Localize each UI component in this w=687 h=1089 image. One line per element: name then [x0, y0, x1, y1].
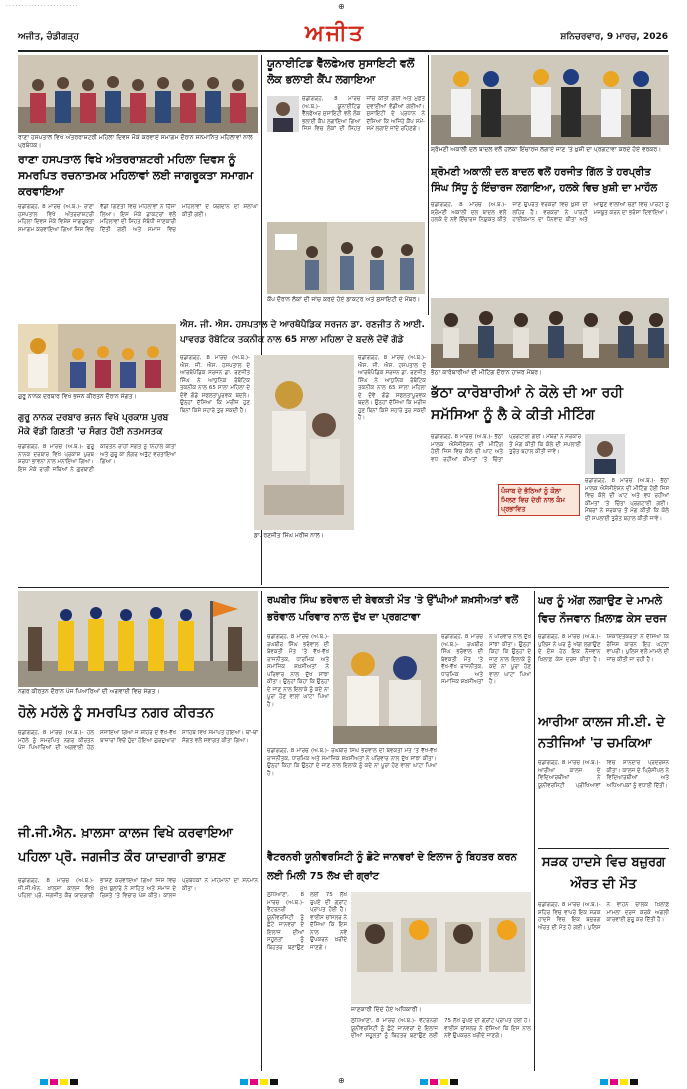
- bhatha-pullquote: ਪੰਜਾਬ ਦੇ ਭੱਠਿਆਂ ਨੂੰ ਕੋਲਾ ਮਿਲਣ ਵਿਚ ਦੇਰੀ ਨਾਲ ਕੰਮ ਪ੍ਰਭਾਵਿਤ: [501, 487, 565, 513]
- akali-caption: ਸ਼੍ਰੋਮਣੀ ਅਕਾਲੀ ਦਲ ਬਾਦਲ ਵਲੋਂ ਹਲਕਾ ਇੰਚਾਰਜ ਲਗਾਏ ਜਾਣ 'ਤੇ ਖ਼ੁਸ਼ੀ ਦਾ ਪ੍ਰਗਟਾਵਾ ਕਰਦੇ ਹੋਏ ਵਰਕਰ।: [431, 146, 662, 153]
- nagar-headline: ਹੋਲੇ ਮਹੱਲੇ ਨੂੰ ਸਮਰਪਿਤ ਨਗਰ ਕੀਰਤਨ: [18, 705, 214, 721]
- bhatha-pullquote-box: [498, 484, 580, 516]
- vet-headline: ਵੈਟਰਨਰੀ ਯੂਨੀਵਰਸਿਟੀ ਨੂੰ ਛੋਟੇ ਜਾਨਵਰਾਂ ਦੇ ਇਲਾਜ ਨੂੰ ਬਿਹਤਰ ਕਰਨ ਲਈ ਮਿਲੀ 75 ਲੱਖ ਦੀ ਗ੍ਰਾਂਟ: [267, 852, 517, 882]
- akali-body: ਚੰਡੀਗੜ੍ਹ, 8 ਮਾਰਚ (ਅ.ਬ.)- ਸ਼੍ਰੋਮਣੀ ਅਕਾਲੀ ਦਲ ਬਾਦਲ ਵਲੋਂ ਹਲਕੇ ਦੇ ਨਵੇਂ ਇੰਚਾਰਜ ਨਿਯੁਕਤ ਕੀਤੇ ਜਾਣ ਉਪਰੰਤ ਵਰਕਰਾਂ ਵਿਚ ਖ਼ੁਸ਼ੀ ਦੀ ਲਹਿਰ ਹੈ। ਵਰਕਰਾਂ ਨੇ ਪਾਰਟੀ ਹਾਈਕਮਾਨ ਦਾ ਧੰਨਵਾਦ ਕੀਤਾ ਅਤੇ ਆਉਣ ਵਾਲੀਆਂ ਚੋਣਾਂ ਵਿਚ ਪਾਰਟੀ ਨੂੰ ਮਜ਼ਬੂਤ ਕਰਨ ਦਾ ਭਰੋਸਾ ਦਿਵਾਇਆ।: [431, 202, 669, 223]
- registration-mark-icon: ⊕: [338, 1076, 345, 1085]
- united-body: ਚੰਡੀਗੜ੍ਹ, 8 ਮਾਰਚ (ਅ.ਬ.)- ਯੂਨਾਈਟਿਡ ਵੈੱਲਫੇਅਰ ਸੁਸਾਇਟੀ ਵਲੋਂ ਲੋਕ ਭਲਾਈ ਕੈਂਪ ਲਗਾਇਆ ਗਿਆ ਜਿਸ ਵਿਚ ਲੋਕਾਂ ਦੀ ਸਿਹਤ ਜਾਂਚ ਕੀਤੀ ਗਈ ਅਤੇ ਮੁਫ਼ਤ ਦਵਾਈਆਂ ਵੰਡੀਆਂ ਗਈਆਂ। ਸੁਸਾਇਟੀ ਦੇ ਪ੍ਰਧਾਨ ਨੇ ਦੱਸਿਆ ਕਿ ਅਜਿਹੇ ਕੈਂਪ ਸਮੇਂ-ਸਮੇਂ ਲਗਾਏ ਜਾਂਦੇ ਰਹਿਣਗੇ।: [302, 96, 425, 132]
- gurunanak-body: ਚੰਡੀਗੜ੍ਹ, 8 ਮਾਰਚ (ਅ.ਬ.)- ਗੁਰੂ ਨਾਨਕ ਦਰਬਾਰ ਵਿਖੇ ਪ੍ਰਕਾਸ਼ ਪੁਰਬ ਸ਼ਰਧਾ ਭਾਵਨਾ ਨਾਲ ਮਨਾਇਆ ਗਿਆ। ਇਸ ਮੌਕੇ ਰਾਗੀ ਜਥਿਆਂ ਨੇ ਗੁਰਬਾਣੀ ਕੀਰਤਨ ਰਾਹੀਂ ਸੰਗਤ ਨੂੰ ਨਿਹਾਲ ਕੀਤਾ ਅਤੇ ਗੁਰੂ ਕਾ ਲੰਗਰ ਅਤੁੱਟ ਵਰਤਾਇਆ ਗਿਆ।: [18, 444, 176, 473]
- united-headline: ਯੂਨਾਈਟਿਡ ਵੈੱਲਫੇਅਰ ਸੁਸਾਇਟੀ ਵਲੋਂ ਲੋਕ ਭਲਾਈ ਕੈਂਪ ਲਗਾਇਆ: [267, 57, 415, 86]
- khalsa-body: ਚੰਡੀਗੜ੍ਹ, 8 ਮਾਰਚ (ਅ.ਬ.)- ਜੀ.ਜੀ.ਐਨ. ਖ਼ਾਲਸਾ ਕਾਲਜ ਵਿਖੇ ਪਹਿਲਾ ਪ੍ਰੋ. ਜਗਜੀਤ ਕੌਰ ਯਾਦਗਾਰੀ ਭਾਸ਼ਣ ਕਰਵਾਇਆ ਗਿਆ ਜਿਸ ਵਿਚ ਮੁੱਖ ਬੁਲਾਰੇ ਨੇ ਸਾਹਿਤ ਅਤੇ ਸਮਾਜ ਦੇ ਰਿਸ਼ਤੇ 'ਤੇ ਵਿਚਾਰ ਪੇਸ਼ ਕੀਤੇ। ਕਾਲਜ ਪ੍ਰਬੰਧਕਾਂ ਨੇ ਮਹਿਮਾਨਾਂ ਦਾ ਸਨਮਾਨ ਕੀਤਾ।: [18, 878, 258, 899]
- raghbir-body-left: ਚੰਡੀਗੜ੍ਹ, 8 ਮਾਰਚ (ਅ.ਬ.)- ਰਘਬੀਰ ਸਿੰਘ ਭਰੋਵਾਲ ਦੀ ਬੇਵਕਤੀ ਮੌਤ 'ਤੇ ਵੱਖ-ਵੱਖ ਰਾਜਨੀਤਕ, ਧਾਰਮਿਕ ਅਤੇ ਸਮਾਜਿਕ ਸ਼ਖ਼ਸੀਅਤਾਂ ਨੇ ਪਰਿਵਾਰ ਨਾਲ ਦੁੱਖ ਸਾਂਝਾ ਕੀਤਾ। ਉਨ੍ਹਾਂ ਕਿਹਾ ਕਿ ਉਨ੍ਹਾਂ ਦੇ ਜਾਣ ਨਾਲ ਇਲਾਕੇ ਨੂੰ ਕਦੇ ਨਾ ਪੂਰਾ ਹੋਣ ਵਾਲਾ ਘਾਟਾ ਪਿਆ ਹੈ।: [267, 634, 329, 708]
- newspaper-title: ਅਜੀਤ: [305, 20, 365, 46]
- knee-caption: ਡਾ. ਰਣਜੀਤ ਸਿੰਘ ਮਰੀਜ਼ ਨਾਲ।: [254, 532, 324, 539]
- accident-body: ਚੰਡੀਗੜ੍ਹ, 8 ਮਾਰਚ (ਅ.ਬ.)- ਸ਼ਹਿਰ ਵਿਚ ਵਾਪਰੇ ਇਕ ਸੜਕ ਹਾਦਸੇ ਵਿਚ ਇਕ ਬਜ਼ੁਰਗ ਔਰਤ ਦੀ ਮੌਤ ਹੋ ਗਈ। ਪੁਲਿਸ ਨੇ ਵਾਹਨ ਚਾਲਕ ਖ਼ਿਲਾਫ਼ ਮਾਮਲਾ ਦਰਜ ਕਰਕੇ ਅਗਲੀ ਕਾਰਵਾਈ ਸ਼ੁਰੂ ਕਰ ਦਿੱਤੀ ਹੈ।: [538, 902, 669, 931]
- bhatha-photo: [431, 298, 669, 368]
- print-info-strip: · · · · · · · · · · · · · · · · · · · · · · ·: [6, 3, 78, 9]
- vet-photo: [351, 892, 531, 1004]
- vet-body-left: ਲੁਧਿਆਣਾ, 8 ਮਾਰਚ (ਅ.ਬ.)- ਵੈਟਰਨਰੀ ਯੂਨੀਵਰਸਿਟੀ ਨੂੰ ਛੋਟੇ ਜਾਨਵਰਾਂ ਦੇ ਇਲਾਜ ਦੀਆਂ ਸਹੂਲਤਾਂ ਨੂੰ ਬਿਹਤਰ ਬਣਾਉਣ ਲਈ 75 ਲੱਖ ਰੁਪਏ ਦੀ ਗ੍ਰਾਂਟ ਪ੍ਰਾਪਤ ਹੋਈ ਹੈ। ਵਾਈਸ ਚਾਂਸਲਰ ਨੇ ਦੱਸਿਆ ਕਿ ਇਸ ਨਾਲ ਨਵੇਂ ਉਪਕਰਨ ਖ਼ਰੀਦੇ ਜਾਣਗੇ।: [267, 892, 347, 951]
- raghbir-photo: [333, 634, 437, 744]
- column-divider: [261, 591, 262, 1071]
- gurunanak-headline: ਗੁਰੂ ਨਾਨਕ ਦਰਬਾਰ ਭਜਨ ਵਿਖੇ ਪ੍ਰਕਾਸ਼ ਪੁਰਬ ਮੌਕੇ ਵੱਡੀ ਗਿਣਤੀ 'ਚ ਸੰਗਤ ਹੋਈ ਨਤਮਸਤਕ: [18, 413, 169, 437]
- column-divider: [534, 591, 535, 1071]
- rana-body: ਚੰਡੀਗੜ੍ਹ, 8 ਮਾਰਚ (ਅ.ਬ.)- ਰਾਣਾ ਹਸਪਤਾਲ ਵਿਖੇ ਅੰਤਰਰਾਸ਼ਟਰੀ ਮਹਿਲਾ ਦਿਵਸ ਮੌਕੇ ਵਿਸ਼ੇਸ਼ ਜਾਗਰੂਕਤਾ ਸਮਾਗਮ ਕਰਵਾਇਆ ਗਿਆ ਜਿਸ ਵਿਚ ਵੱਡੀ ਗਿਣਤੀ ਵਿਚ ਮਹਿਲਾਵਾਂ ਨੇ ਹਿੱਸਾ ਲਿਆ। ਇਸ ਮੌਕੇ ਡਾਕਟਰਾਂ ਵਲੋਂ ਮਹਿਲਾਵਾਂ ਦੀ ਸਿਹਤ ਸੰਬੰਧੀ ਜਾਣਕਾਰੀ ਦਿੱਤੀ ਗਈ ਅਤੇ ਸਮਾਜ ਵਿਚ ਮਹਿਲਾਵਾਂ ਦੇ ਯੋਗਦਾਨ ਦੀ ਸ਼ਲਾਘਾ ਕੀਤੀ ਗਈ।: [18, 204, 258, 233]
- registration-mark-icon: ⊕: [338, 2, 345, 11]
- bhatha-caption: ਭੱਠਾ ਕਾਰੋਬਾਰੀਆਂ ਦੀ ਮੀਟਿੰਗ ਦੌਰਾਨ ਹਾਜ਼ਰ ਮੈਂਬਰ।: [431, 369, 542, 376]
- vet-body-right: ਲੁਧਿਆਣਾ, 8 ਮਾਰਚ (ਅ.ਬ.)- ਵੈਟਰਨਰੀ ਯੂਨੀਵਰਸਿਟੀ ਨੂੰ ਛੋਟੇ ਜਾਨਵਰਾਂ ਦੇ ਇਲਾਜ ਦੀਆਂ ਸਹੂਲਤਾਂ ਨੂੰ ਬਿਹਤਰ ਬਣਾਉਣ ਲਈ 75 ਲੱਖ ਰੁਪਏ ਦੀ ਗ੍ਰਾਂਟ ਪ੍ਰਾਪਤ ਹੋਈ ਹੈ। ਵਾਈਸ ਚਾਂਸਲਰ ਨੇ ਦੱਸਿਆ ਕਿ ਇਸ ਨਾਲ ਨਵੇਂ ਉਪਕਰਨ ਖ਼ਰੀਦੇ ਜਾਣਗੇ।: [351, 1018, 531, 1039]
- bhatha-body: ਚੰਡੀਗੜ੍ਹ, 8 ਮਾਰਚ (ਅ.ਬ.)- ਭੱਠਾ ਮਾਲਕ ਐਸੋਸੀਏਸ਼ਨ ਦੀ ਮੀਟਿੰਗ ਹੋਈ ਜਿਸ ਵਿਚ ਕੋਲੇ ਦੀ ਘਾਟ ਅਤੇ ਵਧ ਰਹੀਆਂ ਕੀਮਤਾਂ 'ਤੇ ਚਿੰਤਾ ਪ੍ਰਗਟਾਈ ਗਈ। ਮੈਂਬਰਾਂ ਨੇ ਸਰਕਾਰ ਤੋਂ ਮੰਗ ਕੀਤੀ ਕਿ ਕੋਲੇ ਦੀ ਸਪਲਾਈ ਤੁਰੰਤ ਬਹਾਲ ਕੀਤੀ ਜਾਵੇ।: [431, 434, 581, 463]
- gurunanak-photo: [18, 324, 176, 392]
- raghbir-headline: ਰਘਬੀਰ ਸਿੰਘ ਭਰੋਵਾਲ ਦੀ ਬੇਵਕਤੀ ਮੌਤ 'ਤੇ ਉੱਘੀਆਂ ਸ਼ਖ਼ਸੀਅਤਾਂ ਵਲੋਂ ਭਰੋਵਾਲ ਪਰਿਵਾਰ ਨਾਲ ਦੁੱਖ ਦਾ ਪ੍ਰਗਟਾਵਾ: [267, 595, 519, 623]
- akali-headline: ਸ਼੍ਰੋਮਣੀ ਅਕਾਲੀ ਦਲ ਬਾਦਲ ਵਲੋਂ ਹਰਜੀਤ ਗਿੱਲ ਤੇ ਹਰਪ੍ਰੀਤ ਸਿੰਘ ਸਿੱਧੂ ਨੂੰ ਇੰਚਾਰਜ ਲਗਾਇਆ, ਹਲਕੇ ਵਿਚ ਖ਼ੁਸ਼ੀ ਦਾ ਮਾਹੌਲ: [431, 167, 658, 194]
- united-photo: [267, 222, 425, 294]
- nagar-body: ਚੰਡੀਗੜ੍ਹ, 8 ਮਾਰਚ (ਅ.ਬ.)- ਹੋਲੇ ਮਹੱਲੇ ਨੂੰ ਸਮਰਪਿਤ ਨਗਰ ਕੀਰਤਨ ਪੰਜ ਪਿਆਰਿਆਂ ਦੀ ਅਗਵਾਈ ਹੇਠ ਸਜਾਇਆ ਗਿਆ ਜੋ ਸ਼ਹਿਰ ਦੇ ਵੱਖ-ਵੱਖ ਬਾਜ਼ਾਰਾਂ ਵਿਚੋਂ ਹੁੰਦਾ ਹੋਇਆ ਗੁਰਦੁਆਰਾ ਸਾਹਿਬ ਵਿਖੇ ਸਮਾਪਤ ਹੋਇਆ। ਥਾਂ-ਥਾਂ ਸੰਗਤ ਵਲੋਂ ਸਵਾਗਤ ਕੀਤਾ ਗਿਆ।: [18, 730, 258, 751]
- bhatha-portrait: [585, 434, 625, 474]
- knee-body-right: ਚੰਡੀਗੜ੍ਹ, 8 ਮਾਰਚ (ਅ.ਬ.)- ਐਸ. ਜੀ. ਐਸ. ਹਸਪਤਾਲ ਦੇ ਆਰਥੋਪੈਡਿਕ ਸਰਜਨ ਡਾ. ਰਣਜੀਤ ਸਿੰਘ ਨੇ ਆਧੁਨਿਕ ਰੋਬੋਟਿਕ ਤਕਨੀਕ ਨਾਲ 65 ਸਾਲਾ ਮਹਿਲਾ ਦੇ ਦੋਵੇਂ ਗੋਡੇ ਸਫਲਤਾਪੂਰਵਕ ਬਦਲੇ। ਉਨ੍ਹਾਂ ਦੱਸਿਆ ਕਿ ਮਰੀਜ਼ ਹੁਣ ਬਿਨਾਂ ਕਿਸੇ ਸਹਾਰੇ ਤੁਰ ਸਕਦੀ ਹੈ।: [358, 355, 426, 421]
- knee-headline: ਐਸ. ਜੀ. ਐਸ. ਹਸਪਤਾਲ ਦੇ ਆਰਥੋਪੈਡਿਕ ਸਰਜਨ ਡਾ. ਰਣਜੀਤ ਨੇ ਆਈ. ਪਾਵਰਡ ਰੋਬੋਟਿਕ ਤਕਨੀਕ ਨਾਲ 65 ਸਾਲਾ ਮਹਿਲਾ ਦੇ ਬਦਲੇ ਦੋਵੇਂ ਗੋਡੇ: [180, 320, 425, 345]
- accident-headline: ਸੜਕ ਹਾਦਸੇ ਵਿਚ ਬਜ਼ੁਰਗ ਔਰਤ ਦੀ ਮੌਤ: [541, 855, 666, 892]
- rana-photo: [18, 55, 258, 133]
- bhatha-body-side: ਚੰਡੀਗੜ੍ਹ, 8 ਮਾਰਚ (ਅ.ਬ.)- ਭੱਠਾ ਮਾਲਕ ਐਸੋਸੀਏਸ਼ਨ ਦੀ ਮੀਟਿੰਗ ਹੋਈ ਜਿਸ ਵਿਚ ਕੋਲੇ ਦੀ ਘਾਟ ਅਤੇ ਵਧ ਰਹੀਆਂ ਕੀਮਤਾਂ 'ਤੇ ਚਿੰਤਾ ਪ੍ਰਗਟਾਈ ਗਈ। ਮੈਂਬਰਾਂ ਨੇ ਸਰਕਾਰ ਤੋਂ ਮੰਗ ਕੀਤੀ ਕਿ ਕੋਲੇ ਦੀ ਸਪਲਾਈ ਤੁਰੰਤ ਬਹਾਲ ਕੀਤੀ ਜਾਵੇ।: [585, 478, 669, 522]
- fire-headline: ਘਰ ਨੂੰ ਅੱਗ ਲਗਾਉਣ ਦੇ ਮਾਮਲੇ ਵਿਚ ਨੌਜਵਾਨ ਖ਼ਿਲਾਫ਼ ਕੇਸ ਦਰਜ: [538, 594, 667, 625]
- edition-label: ਅਜੀਤ, ਚੰਡੀਗੜ੍ਹ: [18, 32, 79, 42]
- section-rule: [538, 848, 669, 849]
- khalsa-headline: ਜੀ.ਜੀ.ਐਨ. ਖ਼ਾਲਸਾ ਕਾਲਜ ਵਿਖੇ ਕਰਵਾਇਆ ਪਹਿਲਾ ਪ੍ਰੋ. ਜਗਜੀਤ ਕੌਰ ਯਾਦਗਾਰੀ ਭਾਸ਼ਣ: [18, 826, 233, 865]
- akali-photo: [431, 55, 669, 145]
- column-divider: [428, 55, 429, 315]
- fire-body: ਚੰਡੀਗੜ੍ਹ, 8 ਮਾਰਚ (ਅ.ਬ.)- ਪੁਲਿਸ ਨੇ ਘਰ ਨੂੰ ਅੱਗ ਲਗਾਉਣ ਦੇ ਦੋਸ਼ ਹੇਠ ਇਕ ਨੌਜਵਾਨ ਖ਼ਿਲਾਫ਼ ਕੇਸ ਦਰਜ ਕੀਤਾ ਹੈ। ਸ਼ਿਕਾਇਤਕਰਤਾ ਨੇ ਦੱਸਿਆ ਕਿ ਰੰਜਿਸ਼ ਕਾਰਨ ਇਹ ਘਟਨਾ ਵਾਪਰੀ। ਪੁਲਿਸ ਵਲੋਂ ਮਾਮਲੇ ਦੀ ਜਾਂਚ ਕੀਤੀ ਜਾ ਰਹੀ ਹੈ।: [538, 634, 669, 663]
- raghbir-body-right: ਚੰਡੀਗੜ੍ਹ, 8 ਮਾਰਚ (ਅ.ਬ.)- ਰਘਬੀਰ ਸਿੰਘ ਭਰੋਵਾਲ ਦੀ ਬੇਵਕਤੀ ਮੌਤ 'ਤੇ ਵੱਖ-ਵੱਖ ਰਾਜਨੀਤਕ, ਧਾਰਮਿਕ ਅਤੇ ਸਮਾਜਿਕ ਸ਼ਖ਼ਸੀਅਤਾਂ ਨੇ ਪਰਿਵਾਰ ਨਾਲ ਦੁੱਖ ਸਾਂਝਾ ਕੀਤਾ। ਉਨ੍ਹਾਂ ਕਿਹਾ ਕਿ ਉਨ੍ਹਾਂ ਦੇ ਜਾਣ ਨਾਲ ਇਲਾਕੇ ਨੂੰ ਕਦੇ ਨਾ ਪੂਰਾ ਹੋਣ ਵਾਲਾ ਘਾਟਾ ਪਿਆ ਹੈ।: [441, 634, 531, 685]
- masthead: [18, 20, 668, 52]
- vet-caption: ਜਾਣਕਾਰੀ ਦਿੰਦੇ ਹੋਏ ਅਧਿਕਾਰੀ।: [351, 1006, 422, 1013]
- nagar-photo: [18, 591, 258, 687]
- rana-headline: ਰਾਣਾ ਹਸਪਤਾਲ ਵਿਖੇ ਅੰਤਰਰਾਸ਼ਟਰੀ ਮਹਿਲਾ ਦਿਵਸ ਨੂੰ ਸਮਰਪਿਤ ਰਚਨਾਤਮਕ ਮਹਿਲਾਵਾਂ ਲਈ ਜਾਗਰੂਕਤਾ ਸਮਾਗਮ ਕਰਵਾਇਆ: [18, 153, 254, 198]
- issue-date: ਸ਼ਨਿਚਰਵਾਰ, 9 ਮਾਰਚ, 2026: [560, 32, 668, 42]
- rana-caption: ਰਾਣਾ ਹਸਪਤਾਲ ਵਿਖੇ ਅੰਤਰਰਾਸ਼ਟਰੀ ਮਹਿਲਾ ਦਿਵਸ ਮੌਕੇ ਕਰਵਾਏ ਸਮਾਗਮ ਦੌਰਾਨ ਸਨਮਾਨਿਤ ਮਹਿਲਾਵਾਂ ਨਾਲ ਪ੍ਰਬੰਧਕ।: [18, 134, 253, 149]
- arya-headline: ਆਰੀਆ ਕਾਲਜ ਸੀ.ਈ. ਦੇ ਨਤੀਜਿਆਂ 'ਚ ਚਮਕਿਆ: [538, 715, 665, 751]
- knee-photo: [254, 355, 354, 530]
- bhatha-headline: ਭੱਠਾ ਕਾਰੋਬਾਰੀਆਂ ਨੇ ਕੋਲੇ ਦੀ ਆ ਰਹੀ ਸਮੱਸਿਆ ਨੂੰ ਲੈ ਕੇ ਕੀਤੀ ਮੀਟਿੰਗ: [431, 385, 624, 423]
- gurunanak-caption: ਗੁਰੂ ਨਾਨਕ ਦਰਬਾਰ ਵਿਖੇ ਭਜਨ ਕੀਰਤਨ ਦੌਰਾਨ ਸੰਗਤ।: [18, 393, 137, 400]
- print-color-bar: [0, 1074, 687, 1089]
- united-portrait: [267, 96, 299, 132]
- raghbir-body-bottom: ਚੰਡੀਗੜ੍ਹ, 8 ਮਾਰਚ (ਅ.ਬ.)- ਰਘਬੀਰ ਸਿੰਘ ਭਰੋਵਾਲ ਦੀ ਬੇਵਕਤੀ ਮੌਤ 'ਤੇ ਵੱਖ-ਵੱਖ ਰਾਜਨੀਤਕ, ਧਾਰਮਿਕ ਅਤੇ ਸਮਾਜਿਕ ਸ਼ਖ਼ਸੀਅਤਾਂ ਨੇ ਪਰਿਵਾਰ ਨਾਲ ਦੁੱਖ ਸਾਂਝਾ ਕੀਤਾ। ਉਨ੍ਹਾਂ ਕਿਹਾ ਕਿ ਉਨ੍ਹਾਂ ਦੇ ਜਾਣ ਨਾਲ ਇਲਾਕੇ ਨੂੰ ਕਦੇ ਨਾ ਪੂਰਾ ਹੋਣ ਵਾਲਾ ਘਾਟਾ ਪਿਆ ਹੈ।: [267, 748, 437, 777]
- section-rule: [18, 587, 669, 588]
- united-caption: ਕੈਂਪ ਦੌਰਾਨ ਲੋਕਾਂ ਦੀ ਜਾਂਚ ਕਰਦੇ ਹੋਏ ਡਾਕਟਰ ਅਤੇ ਸੁਸਾਇਟੀ ਦੇ ਮੈਂਬਰ।: [267, 296, 421, 303]
- nagar-caption: ਨਗਰ ਕੀਰਤਨ ਦੌਰਾਨ ਪੰਜ ਪਿਆਰਿਆਂ ਦੀ ਅਗਵਾਈ ਵਿਚ ਸੰਗਤ।: [18, 688, 160, 695]
- knee-body-left: ਚੰਡੀਗੜ੍ਹ, 8 ਮਾਰਚ (ਅ.ਬ.)- ਐਸ. ਜੀ. ਐਸ. ਹਸਪਤਾਲ ਦੇ ਆਰਥੋਪੈਡਿਕ ਸਰਜਨ ਡਾ. ਰਣਜੀਤ ਸਿੰਘ ਨੇ ਆਧੁਨਿਕ ਰੋਬੋਟਿਕ ਤਕਨੀਕ ਨਾਲ 65 ਸਾਲਾ ਮਹਿਲਾ ਦੇ ਦੋਵੇਂ ਗੋਡੇ ਸਫਲਤਾਪੂਰਵਕ ਬਦਲੇ। ਉਨ੍ਹਾਂ ਦੱਸਿਆ ਕਿ ਮਰੀਜ਼ ਹੁਣ ਬਿਨਾਂ ਕਿਸੇ ਸਹਾਰੇ ਤੁਰ ਸਕਦੀ ਹੈ।: [180, 355, 250, 414]
- arya-body: ਚੰਡੀਗੜ੍ਹ, 8 ਮਾਰਚ (ਅ.ਬ.)- ਆਰੀਆ ਕਾਲਜ ਦੇ ਵਿਦਿਆਰਥੀਆਂ ਨੇ ਯੂਨੀਵਰਸਿਟੀ ਪ੍ਰੀਖਿਆਵਾਂ ਵਿਚ ਸ਼ਾਨਦਾਰ ਪ੍ਰਦਰਸ਼ਨ ਕੀਤਾ। ਕਾਲਜ ਦੇ ਪ੍ਰਿੰਸੀਪਲ ਨੇ ਵਿਦਿਆਰਥੀਆਂ ਅਤੇ ਅਧਿਆਪਕਾਂ ਨੂੰ ਵਧਾਈ ਦਿੱਤੀ।: [538, 760, 669, 789]
